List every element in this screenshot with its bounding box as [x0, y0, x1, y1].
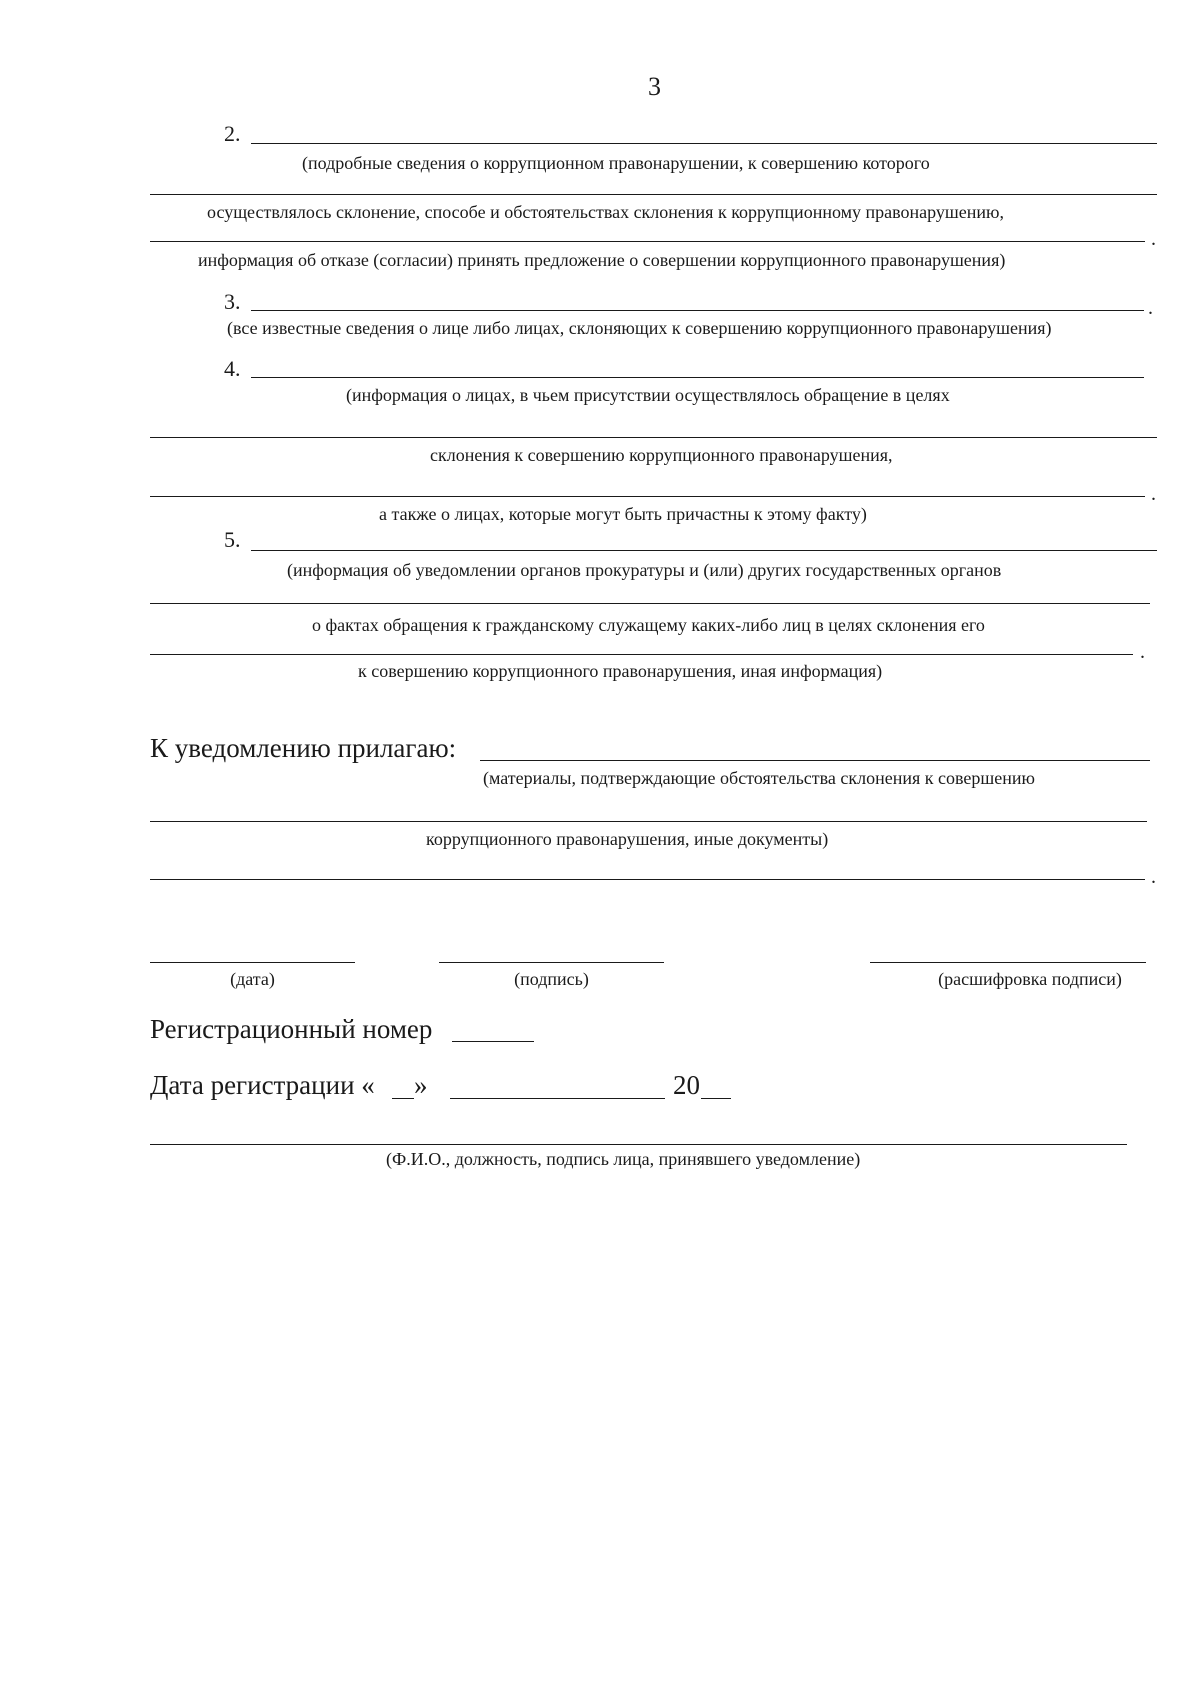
item-3-period: . — [1148, 297, 1153, 319]
item-4-fill-line-2[interactable] — [150, 437, 1157, 438]
attachments-fill-line-1[interactable] — [480, 760, 1150, 761]
attachments-fill-line-3[interactable] — [150, 879, 1145, 880]
registration-month-line[interactable] — [450, 1098, 665, 1099]
item-2-caption-1: (подробные сведения о коррупционном правонарушении, к совершению которого — [302, 153, 930, 173]
attachments-caption-1: (материалы, подтверждающие обстоятельства склонения к совершению — [483, 768, 1035, 788]
attachments-label: К уведомлению прилагаю: — [150, 733, 457, 763]
signature-line[interactable] — [439, 962, 664, 963]
page-number: 3 — [648, 72, 661, 101]
item-5-fill-line-1[interactable] — [251, 550, 1157, 551]
registration-number-label: Регистрационный номер — [150, 1014, 433, 1044]
item-5-number: 5. — [224, 527, 241, 552]
signature-decode-line[interactable] — [870, 962, 1146, 963]
registration-year-prefix: 20 — [673, 1070, 700, 1100]
item-3-fill-line[interactable] — [251, 310, 1144, 311]
registration-date-label: Дата регистрации « — [150, 1070, 375, 1100]
item-4-number: 4. — [224, 356, 241, 381]
item-5-caption-3: к совершению коррупционного правонарушения, иная информация) — [358, 661, 883, 681]
date-caption: (дата) — [230, 969, 275, 989]
item-2-caption-2: осуществлялось склонение, способе и обстоятельствах склонения к коррупционному правонарушению, — [207, 202, 1004, 222]
item-4-caption-2: склонения к совершению коррупционного правонарушения, — [430, 445, 893, 465]
item-4-fill-line-3[interactable] — [150, 496, 1145, 497]
item-3-caption-1: (все известные сведения о лице либо лицах, склоняющих к совершению коррупционного правонарушения) — [227, 318, 1052, 338]
attachments-period: . — [1151, 866, 1156, 888]
item-5-caption-2: о фактах обращения к гражданскому служащему каких-либо лиц в целях склонения его — [312, 615, 985, 635]
item-2-period: . — [1151, 228, 1156, 250]
registration-number-line[interactable] — [452, 1041, 534, 1042]
item-2-fill-line-1[interactable] — [251, 143, 1157, 144]
attachments-caption-2: коррупционного правонарушения, иные документы) — [426, 829, 829, 849]
item-4-period: . — [1151, 483, 1156, 505]
item-5-caption-1: (информация об уведомлении органов прокуратуры и (или) других государственных органов — [287, 560, 1002, 580]
item-2-caption-3: информация об отказе (согласии) принять предложение о совершении коррупционного правонарушения) — [198, 250, 1006, 270]
receiver-caption: (Ф.И.О., должность, подпись лица, принявшего уведомление) — [386, 1149, 861, 1169]
item-3-number: 3. — [224, 289, 241, 314]
signature-decode-caption: (расшифровка подписи) — [938, 969, 1122, 989]
item-2-fill-line-2[interactable] — [150, 194, 1157, 195]
item-4-caption-3: а также о лицах, которые могут быть причастны к этому факту) — [379, 504, 867, 524]
item-2-fill-line-3[interactable] — [150, 241, 1145, 242]
signature-caption: (подпись) — [514, 969, 589, 989]
item-2-number: 2. — [224, 121, 241, 146]
item-5-fill-line-3[interactable] — [150, 654, 1133, 655]
registration-date-close-quote: » — [414, 1070, 428, 1100]
date-signature-line[interactable] — [150, 962, 355, 963]
item-5-period: . — [1140, 641, 1145, 663]
item-4-fill-line-1[interactable] — [251, 377, 1144, 378]
item-4-caption-1: (информация о лицах, в чьем присутствии осуществлялось обращение в целях — [346, 385, 950, 405]
receiver-line[interactable] — [150, 1144, 1127, 1145]
registration-year-line[interactable] — [701, 1098, 731, 1099]
registration-day-line[interactable] — [392, 1098, 414, 1099]
item-5-fill-line-2[interactable] — [150, 603, 1150, 604]
attachments-fill-line-2[interactable] — [150, 821, 1147, 822]
